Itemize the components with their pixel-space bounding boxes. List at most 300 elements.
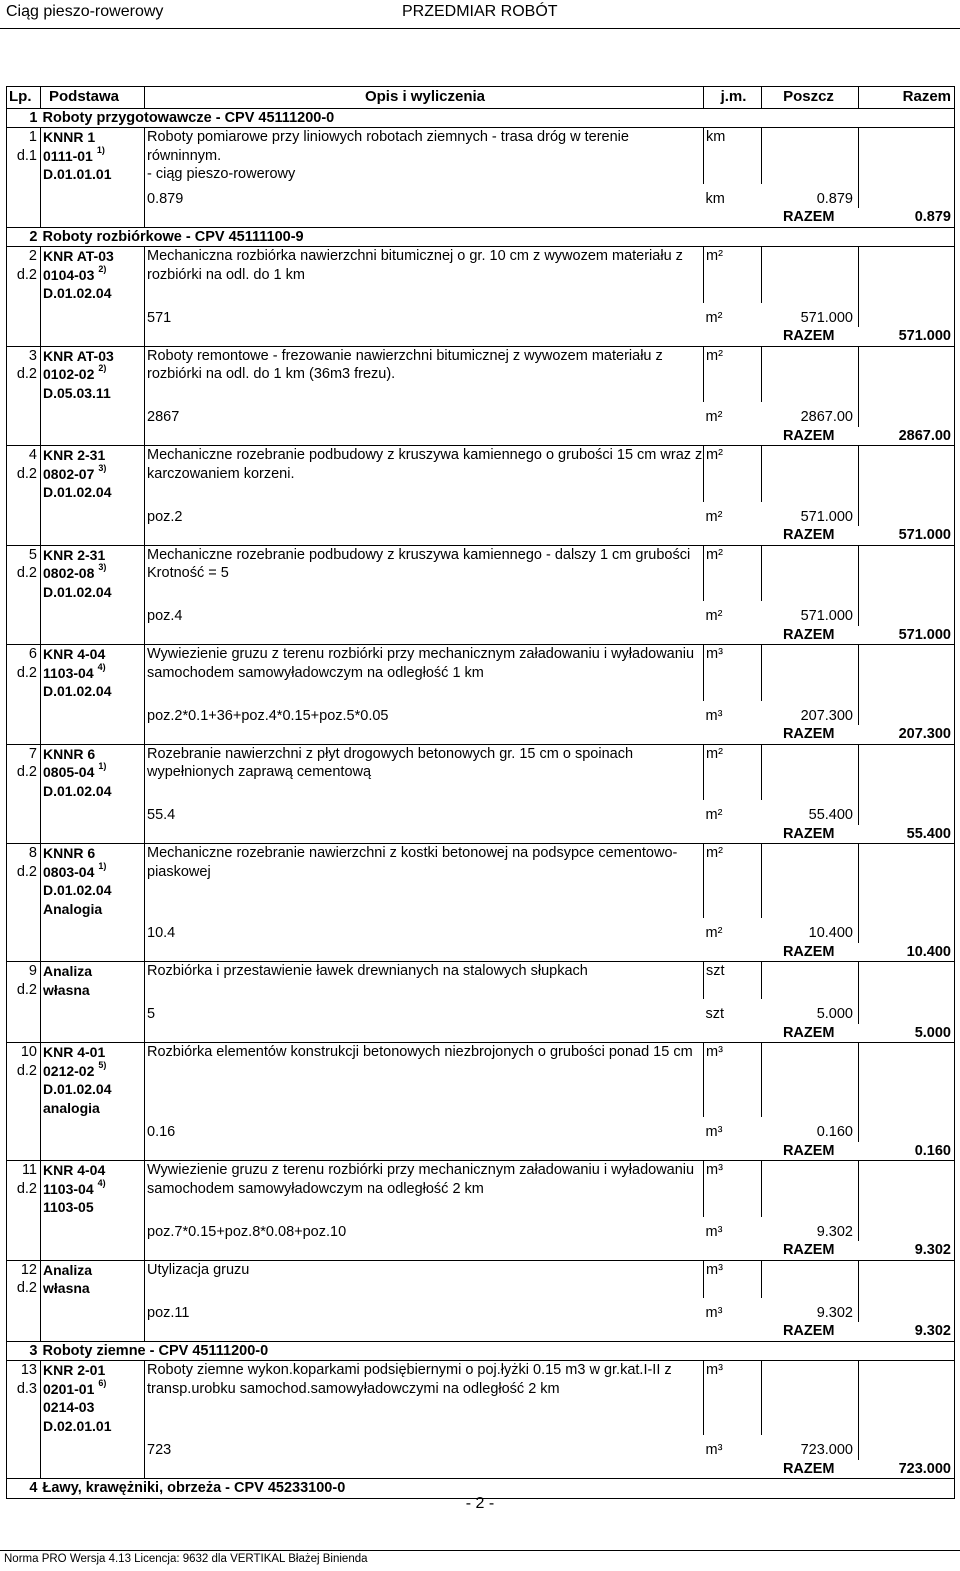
item-description bbox=[145, 1361, 704, 1436]
item-poszcz-empty bbox=[762, 744, 859, 800]
item-razem-empty bbox=[859, 1361, 955, 1436]
calc-razem-empty bbox=[859, 1298, 955, 1323]
calculation-row bbox=[7, 1435, 955, 1460]
podstawa-line: 0212-02 bbox=[43, 1062, 95, 1079]
calc-value: 9.302 bbox=[762, 1298, 859, 1323]
razem-row bbox=[7, 1322, 955, 1341]
podstawa-line: 0802-07 bbox=[43, 465, 95, 482]
item-number bbox=[7, 247, 41, 303]
calc-lp-empty bbox=[7, 701, 41, 726]
item-lp: 1 bbox=[28, 129, 37, 145]
razem-lp-empty bbox=[7, 526, 41, 545]
calc-value: 55.400 bbox=[762, 800, 859, 825]
license-note: Norma PRO Wersja 4.13 Licencja: 9632 dla VERTIKAL Błażej Binienda bbox=[4, 1553, 368, 1565]
calc-expression: poz.7*0.15+poz.8*0.08+poz.10 bbox=[147, 1223, 347, 1240]
item-lp: 13 bbox=[20, 1362, 37, 1378]
calculation-row bbox=[7, 184, 955, 209]
razem-podstawa-empty bbox=[41, 1460, 145, 1479]
calc-value: 5.000 bbox=[762, 999, 859, 1024]
section-title: Ławy, krawężniki, obrzeża - CPV 45233100-0 bbox=[41, 1479, 955, 1499]
description-line: Rozebranie nawierzchni z płyt drogowych betonowych gr. 15 cm o spoinach wypełnionych zaprawą cementową bbox=[147, 745, 634, 780]
podstawa-line: D.01.02.04 bbox=[43, 285, 112, 301]
razem-value: 2867.00 bbox=[859, 427, 955, 446]
footnote-ref: 2) bbox=[98, 263, 107, 274]
podstawa-line: D.01.02.04 bbox=[43, 583, 112, 600]
podstawa-line-wrap bbox=[43, 860, 144, 882]
item-description bbox=[145, 1161, 704, 1217]
podstawa-line-wrap bbox=[43, 981, 144, 1000]
section-row bbox=[7, 1341, 955, 1361]
item-podstawa bbox=[41, 1361, 145, 1436]
item-razem-empty bbox=[859, 962, 955, 1000]
item-subref: d.2 bbox=[16, 764, 37, 780]
razem-lp-empty bbox=[7, 1322, 41, 1341]
item-number bbox=[7, 1361, 41, 1436]
razem-label-cell bbox=[145, 725, 859, 744]
calculation-row bbox=[7, 1298, 955, 1323]
item-row bbox=[7, 128, 955, 184]
razem-label: RAZEM bbox=[782, 1323, 835, 1339]
calc-lp-empty bbox=[7, 1217, 41, 1242]
podstawa-line: KNR AT-03 bbox=[43, 347, 114, 364]
podstawa-line-wrap bbox=[43, 1417, 144, 1436]
calc-lp-empty bbox=[7, 184, 41, 209]
podstawa-line-wrap bbox=[43, 462, 144, 484]
calc-expression: poz.2*0.1+36+poz.4*0.15+poz.5*0.05 bbox=[147, 707, 389, 724]
description-line: Roboty ziemne wykon.koparkami podsiębiernymi o poj.łyżki 0.15 m3 w gr.kat.I-II z transp.urobku samochod.samowyładowczymi na odległość 2 km bbox=[147, 1362, 672, 1397]
podstawa-line-wrap bbox=[43, 1043, 144, 1062]
podstawa-line: KNR 2-31 bbox=[43, 546, 106, 563]
podstawa-line-wrap bbox=[43, 763, 144, 782]
item-unit: m² bbox=[704, 744, 762, 800]
footnote-ref: 5) bbox=[98, 1059, 107, 1070]
item-razem-empty bbox=[859, 1161, 955, 1217]
item-row bbox=[7, 446, 955, 502]
razem-value: 9.302 bbox=[859, 1241, 955, 1260]
header-opis: Opis i wyliczenia bbox=[145, 87, 704, 109]
section-row bbox=[7, 108, 955, 128]
page-number: - 2 - bbox=[465, 1495, 495, 1512]
podstawa-line: KNNR 1 bbox=[43, 129, 96, 145]
razem-podstawa-empty bbox=[41, 1142, 145, 1161]
item-row bbox=[7, 346, 955, 402]
podstawa-line: KNNR 6 bbox=[43, 845, 96, 861]
description-line: Mechaniczne rozebranie podbudowy z kruszywa kamiennego - dalszy 1 cm grubości bbox=[147, 546, 691, 563]
podstawa-line-wrap bbox=[43, 1161, 144, 1180]
item-podstawa bbox=[41, 1161, 145, 1217]
razem-value: 723.000 bbox=[859, 1460, 955, 1479]
calc-razem-empty bbox=[859, 184, 955, 209]
calc-value: 9.302 bbox=[762, 1217, 859, 1242]
razem-row bbox=[7, 1024, 955, 1043]
razem-podstawa-empty bbox=[41, 1322, 145, 1341]
calc-expression: poz.11 bbox=[147, 1304, 190, 1321]
podstawa-line: KNR 2-01 bbox=[43, 1362, 106, 1378]
calc-unit: m² bbox=[705, 608, 723, 624]
razem-label-cell bbox=[145, 825, 859, 844]
description-line: - ciąg pieszo-rowerowy bbox=[147, 166, 296, 182]
podstawa-line-wrap bbox=[43, 347, 144, 366]
razem-row bbox=[7, 626, 955, 645]
podstawa-line: D.01.02.04 bbox=[43, 1081, 112, 1097]
calc-expression: 0.879 bbox=[147, 190, 184, 207]
calc-unit: m³ bbox=[705, 1124, 723, 1140]
item-lp: 9 bbox=[28, 963, 37, 979]
podstawa-line: Analiza bbox=[43, 1261, 93, 1278]
section-number: 1 bbox=[7, 108, 41, 128]
podstawa-line-wrap bbox=[43, 682, 144, 701]
razem-podstawa-empty bbox=[41, 327, 145, 346]
podstawa-line-wrap bbox=[43, 446, 144, 465]
item-unit: m² bbox=[704, 446, 762, 502]
item-poszcz-empty bbox=[762, 962, 859, 1000]
calc-podstawa-empty bbox=[41, 1435, 145, 1460]
razem-label: RAZEM bbox=[782, 1242, 835, 1258]
item-lp: 7 bbox=[28, 745, 37, 762]
table-header bbox=[7, 87, 955, 109]
podstawa-line: D.01.02.04 bbox=[43, 782, 112, 799]
item-unit: m² bbox=[704, 247, 762, 303]
razem-podstawa-empty bbox=[41, 1241, 145, 1260]
description-line: Rozbiórka elementów konstrukcji betonowych niezbrojonych o grubości ponad 15 cm bbox=[147, 1044, 693, 1060]
item-lp: 4 bbox=[28, 447, 37, 463]
razem-label: RAZEM bbox=[782, 209, 835, 225]
razem-lp-empty bbox=[7, 427, 41, 446]
calc-podstawa-empty bbox=[41, 1298, 145, 1323]
razem-podstawa-empty bbox=[41, 825, 145, 844]
razem-label-cell bbox=[145, 526, 859, 545]
podstawa-line: 0805-04 bbox=[43, 764, 95, 780]
calculation-row bbox=[7, 701, 955, 726]
item-poszcz-empty bbox=[762, 1043, 859, 1118]
podstawa-line-wrap bbox=[43, 263, 144, 285]
item-podstawa bbox=[41, 346, 145, 402]
razem-podstawa-empty bbox=[41, 1024, 145, 1043]
item-podstawa bbox=[41, 744, 145, 800]
calculation-row bbox=[7, 999, 955, 1024]
item-poszcz-empty bbox=[762, 1260, 859, 1298]
item-podstawa bbox=[41, 247, 145, 303]
razem-label-cell bbox=[145, 943, 859, 962]
podstawa-line-wrap bbox=[43, 1361, 144, 1380]
calc-value: 571.000 bbox=[762, 502, 859, 527]
calculation-row bbox=[7, 402, 955, 427]
section-number: 2 bbox=[7, 227, 41, 247]
razem-row bbox=[7, 1460, 955, 1479]
item-unit: m³ bbox=[704, 1361, 762, 1436]
item-description bbox=[145, 1043, 704, 1118]
razem-podstawa-empty bbox=[41, 725, 145, 744]
calc-unit: km bbox=[705, 190, 725, 207]
item-row bbox=[7, 645, 955, 701]
item-razem-empty bbox=[859, 844, 955, 919]
item-razem-empty bbox=[859, 645, 955, 701]
item-description bbox=[145, 128, 704, 184]
calculation-row bbox=[7, 502, 955, 527]
razem-label-cell bbox=[145, 626, 859, 645]
calc-unit: m³ bbox=[705, 1304, 723, 1321]
razem-label: RAZEM bbox=[782, 1142, 835, 1159]
calc-value: 571.000 bbox=[762, 601, 859, 626]
item-description bbox=[145, 962, 704, 1000]
razem-label-cell bbox=[145, 1142, 859, 1161]
podstawa-line: 1103-04 bbox=[43, 664, 94, 681]
razem-value: 571.000 bbox=[859, 626, 955, 645]
razem-value: 0.879 bbox=[859, 208, 955, 227]
podstawa-line: Analiza bbox=[43, 963, 93, 979]
item-lp: 12 bbox=[20, 1261, 37, 1278]
item-razem-empty bbox=[859, 128, 955, 184]
razem-label: RAZEM bbox=[782, 328, 835, 344]
razem-row bbox=[7, 1241, 955, 1260]
calc-expression: 571 bbox=[147, 309, 172, 326]
calc-expression: poz.4 bbox=[147, 608, 183, 624]
podstawa-line-wrap bbox=[43, 483, 144, 502]
razem-label: RAZEM bbox=[782, 726, 835, 742]
item-subref: d.3 bbox=[16, 1380, 37, 1397]
calc-unit: m³ bbox=[705, 707, 723, 724]
podstawa-line-wrap bbox=[43, 745, 144, 764]
razem-label: RAZEM bbox=[782, 943, 835, 960]
footer-divider bbox=[0, 1550, 960, 1551]
razem-label: RAZEM bbox=[782, 1024, 835, 1041]
podstawa-line-wrap bbox=[43, 1261, 144, 1280]
podstawa-line: 1103-05 bbox=[43, 1199, 94, 1215]
calc-lp-empty bbox=[7, 303, 41, 328]
calc-razem-empty bbox=[859, 1117, 955, 1142]
razem-value: 10.400 bbox=[859, 943, 955, 962]
item-lp: 5 bbox=[28, 546, 37, 563]
item-description bbox=[145, 545, 704, 601]
item-subref: d.2 bbox=[16, 1180, 37, 1197]
razem-label-cell bbox=[145, 1322, 859, 1341]
item-lp: 3 bbox=[28, 347, 37, 364]
document-title: Ciąg pieszo-rowerowy bbox=[6, 3, 164, 20]
footnote-ref: 2) bbox=[98, 363, 107, 373]
description-line: Krotność = 5 bbox=[147, 565, 229, 581]
item-unit: m² bbox=[704, 545, 762, 601]
razem-lp-empty bbox=[7, 1142, 41, 1161]
razem-row bbox=[7, 825, 955, 844]
podstawa-line: D.02.01.01 bbox=[43, 1417, 112, 1434]
razem-label-cell bbox=[145, 1024, 859, 1043]
razem-podstawa-empty bbox=[41, 626, 145, 645]
calc-expression: poz.2 bbox=[147, 508, 183, 525]
item-number bbox=[7, 545, 41, 601]
razem-podstawa-empty bbox=[41, 427, 145, 446]
razem-podstawa-empty bbox=[41, 943, 145, 962]
item-subref: d.2 bbox=[16, 366, 37, 382]
item-poszcz-empty bbox=[762, 844, 859, 919]
calc-lp-empty bbox=[7, 502, 41, 527]
item-description bbox=[145, 247, 704, 303]
item-subref: d.1 bbox=[16, 147, 37, 164]
razem-row bbox=[7, 327, 955, 346]
podstawa-line: 1103-04 bbox=[43, 1180, 94, 1197]
item-description bbox=[145, 446, 704, 502]
calc-unit: m² bbox=[705, 807, 723, 823]
item-number bbox=[7, 1161, 41, 1217]
item-podstawa bbox=[41, 1260, 145, 1298]
razem-podstawa-empty bbox=[41, 208, 145, 227]
razem-row bbox=[7, 427, 955, 446]
podstawa-line: D.01.02.04 bbox=[43, 484, 112, 500]
calc-value: 2867.00 bbox=[762, 402, 859, 427]
calc-razem-empty bbox=[859, 502, 955, 527]
item-row bbox=[7, 744, 955, 800]
item-number bbox=[7, 744, 41, 800]
item-podstawa bbox=[41, 545, 145, 601]
item-lp: 2 bbox=[28, 248, 37, 264]
podstawa-line-wrap bbox=[43, 782, 144, 801]
podstawa-line-wrap bbox=[43, 384, 144, 403]
podstawa-line: KNR 4-04 bbox=[43, 1162, 106, 1178]
podstawa-line-wrap bbox=[43, 546, 144, 565]
podstawa-line: własna bbox=[43, 981, 90, 998]
calculation-row bbox=[7, 601, 955, 626]
item-subref: d.2 bbox=[16, 565, 37, 581]
footnote-ref: 1) bbox=[98, 761, 107, 771]
item-podstawa bbox=[41, 645, 145, 701]
item-poszcz-empty bbox=[762, 545, 859, 601]
item-unit: m³ bbox=[704, 1043, 762, 1118]
razem-value: 9.302 bbox=[859, 1322, 955, 1341]
description-line: Wywiezienie gruzu z terenu rozbiórki przy mechanicznym załadowaniu i wyładowaniu samochodem samowyładowczym na odległość 1 km bbox=[147, 646, 695, 681]
calculation-row bbox=[7, 303, 955, 328]
razem-lp-empty bbox=[7, 1460, 41, 1479]
calc-value: 207.300 bbox=[762, 701, 859, 726]
calc-lp-empty bbox=[7, 402, 41, 427]
item-poszcz-empty bbox=[762, 1361, 859, 1436]
item-subref: d.2 bbox=[16, 981, 37, 998]
item-number bbox=[7, 128, 41, 184]
podstawa-line: Analogia bbox=[43, 900, 103, 917]
footnote-ref: 6) bbox=[98, 1377, 107, 1388]
item-unit: m² bbox=[704, 346, 762, 402]
podstawa-line-wrap bbox=[43, 247, 144, 266]
item-podstawa bbox=[41, 1043, 145, 1118]
item-podstawa bbox=[41, 962, 145, 1000]
razem-value: 571.000 bbox=[859, 526, 955, 545]
calc-expression: 0.16 bbox=[147, 1124, 176, 1140]
calc-value: 10.400 bbox=[762, 918, 859, 943]
podstawa-line-wrap bbox=[43, 284, 144, 303]
podstawa-line: 0102-02 bbox=[43, 366, 95, 382]
item-number bbox=[7, 1043, 41, 1118]
calc-unit: m³ bbox=[705, 1442, 723, 1458]
item-podstawa bbox=[41, 128, 145, 184]
item-lp: 8 bbox=[28, 845, 37, 861]
razem-label: RAZEM bbox=[782, 825, 835, 842]
item-subref: d.2 bbox=[16, 664, 37, 681]
calc-expression: 10.4 bbox=[147, 925, 176, 941]
razem-label-cell bbox=[145, 427, 859, 446]
item-unit: m² bbox=[704, 844, 762, 919]
calc-unit: m³ bbox=[705, 1223, 723, 1240]
podstawa-line: 0111-01 bbox=[43, 147, 93, 164]
podstawa-line-wrap bbox=[43, 661, 144, 683]
item-row bbox=[7, 962, 955, 1000]
razem-row bbox=[7, 526, 955, 545]
calculation-row bbox=[7, 1117, 955, 1142]
podstawa-line: 0802-08 bbox=[43, 565, 95, 581]
calc-podstawa-empty bbox=[41, 1217, 145, 1242]
item-unit: szt bbox=[704, 962, 762, 1000]
item-razem-empty bbox=[859, 1043, 955, 1118]
podstawa-line-wrap bbox=[43, 128, 144, 147]
item-unit: m³ bbox=[704, 1260, 762, 1298]
item-poszcz-empty bbox=[762, 128, 859, 184]
calc-podstawa-empty bbox=[41, 303, 145, 328]
item-poszcz-empty bbox=[762, 346, 859, 402]
podstawa-line-wrap bbox=[43, 844, 144, 863]
item-subref: d.2 bbox=[16, 465, 37, 482]
podstawa-line-wrap bbox=[43, 1177, 144, 1199]
razem-label-cell bbox=[145, 1241, 859, 1260]
item-description bbox=[145, 844, 704, 919]
razem-row bbox=[7, 1142, 955, 1161]
item-razem-empty bbox=[859, 247, 955, 303]
calc-razem-empty bbox=[859, 303, 955, 328]
razem-row bbox=[7, 208, 955, 227]
podstawa-line: analogia bbox=[43, 1099, 100, 1116]
calc-unit: m² bbox=[705, 309, 723, 326]
razem-value: 0.160 bbox=[859, 1142, 955, 1161]
razem-lp-empty bbox=[7, 943, 41, 962]
razem-podstawa-empty bbox=[41, 526, 145, 545]
calc-podstawa-empty bbox=[41, 800, 145, 825]
podstawa-line-wrap bbox=[43, 1377, 144, 1399]
footnote-ref: 4) bbox=[97, 1177, 106, 1188]
item-podstawa bbox=[41, 446, 145, 502]
calc-lp-empty bbox=[7, 1117, 41, 1142]
calc-expression: 723 bbox=[147, 1442, 172, 1458]
item-number bbox=[7, 645, 41, 701]
calc-razem-empty bbox=[859, 402, 955, 427]
item-subref: d.2 bbox=[16, 1062, 37, 1079]
calc-value: 0.879 bbox=[762, 184, 859, 209]
calc-razem-empty bbox=[859, 1217, 955, 1242]
razem-label-cell bbox=[145, 1460, 859, 1479]
section-title: Roboty przygotowawcze - CPV 45111200-0 bbox=[41, 108, 955, 128]
podstawa-line-wrap bbox=[43, 881, 144, 900]
calc-podstawa-empty bbox=[41, 601, 145, 626]
calculation-row bbox=[7, 918, 955, 943]
calc-podstawa-empty bbox=[41, 918, 145, 943]
item-row bbox=[7, 844, 955, 919]
razem-lp-empty bbox=[7, 725, 41, 744]
header-lp: Lp. bbox=[7, 87, 41, 109]
item-poszcz-empty bbox=[762, 1161, 859, 1217]
header-podstawa: Podstawa bbox=[41, 87, 145, 109]
item-unit: km bbox=[704, 128, 762, 184]
item-razem-empty bbox=[859, 346, 955, 402]
description-line: Utylizacja gruzu bbox=[147, 1261, 250, 1278]
calc-razem-empty bbox=[859, 800, 955, 825]
footnote-ref: 1) bbox=[96, 144, 105, 155]
item-description bbox=[145, 1260, 704, 1298]
calc-expression: 55.4 bbox=[147, 807, 176, 823]
section-row bbox=[7, 227, 955, 247]
item-lp: 11 bbox=[21, 1162, 37, 1178]
item-description bbox=[145, 744, 704, 800]
header-poszcz: Poszcz bbox=[762, 87, 859, 109]
calculation-row bbox=[7, 800, 955, 825]
item-unit: m³ bbox=[704, 1161, 762, 1217]
razem-value: 55.400 bbox=[859, 825, 955, 844]
podstawa-line-wrap bbox=[43, 1198, 144, 1217]
calc-razem-empty bbox=[859, 999, 955, 1024]
